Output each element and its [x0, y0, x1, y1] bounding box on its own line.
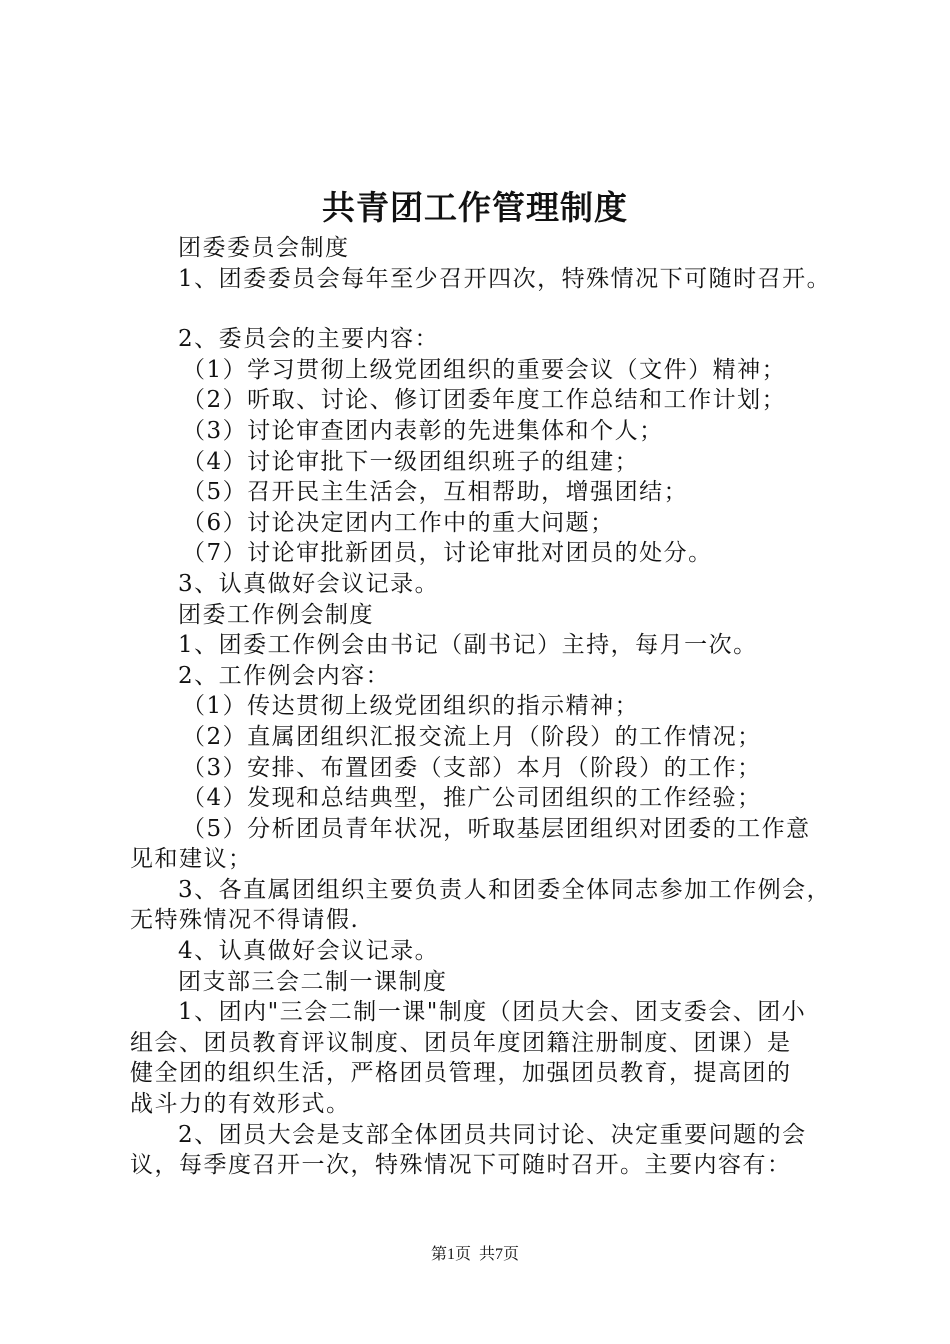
section-heading: 团委工作例会制度: [178, 601, 374, 628]
list-item: （4）发现和总结典型，推广公司团组织的工作经验；: [182, 785, 762, 812]
paragraph-line: 3、认真做好会议记录。: [178, 570, 440, 597]
paragraph-line: 1、团委委员会每年至少召开四次，特殊情况下可随时召开。: [178, 265, 832, 292]
paragraph-line: 2、团员大会是支部全体团员共同讨论、决定重要问题的会: [178, 1121, 807, 1148]
list-item: （6）讨论决定团内工作中的重大问题；: [182, 509, 615, 536]
blank-line: [130, 294, 850, 324]
list-item: （1）学习贯彻上级党团组织的重要会议（文件）精神；: [182, 356, 787, 383]
paragraph-line: 1、团内"三会二制一课"制度（团员大会、团支委会、团小: [178, 999, 807, 1026]
paragraph-line: 3、各直属团组织主要负责人和团委全体同志参加工作例会，: [178, 876, 832, 903]
list-item: （4）讨论审批下一级团组织班子的组建；: [182, 448, 640, 475]
list-item: （5）召开民主生活会，互相帮助，增强团结；: [182, 479, 689, 506]
list-item: （2）听取、讨论、修订团委年度工作总结和工作计划；: [182, 387, 787, 414]
paragraph-line: 2、委员会的主要内容：: [178, 326, 440, 353]
list-item: （1）传达贯彻上级党团组织的指示精神；: [182, 693, 640, 720]
section-heading: 团委委员会制度: [178, 235, 350, 261]
paragraph-continuation: 见和建议；: [130, 846, 253, 873]
paragraph-continuation: 议，每季度召开一次，特殊情况下可随时召开。主要内容有：: [130, 1152, 792, 1179]
paragraph-line: 2、工作例会内容：: [178, 662, 391, 689]
document-title: 共青团工作管理制度: [322, 188, 628, 227]
paragraph-continuation: 战斗力的有效形式。: [130, 1091, 351, 1118]
paragraph-line: 4、认真做好会议记录。: [178, 938, 440, 965]
paragraph-line: 1、团委工作例会由书记（副书记）主持，每月一次。: [178, 632, 758, 659]
list-item: （2）直属团组织汇报交流上月（阶段）的工作情况；: [182, 723, 762, 750]
paragraph-continuation: 健全团的组织生活，严格团员管理，加强团员教育，提高团的: [130, 1060, 792, 1087]
document-body: [130, 233, 850, 1181]
list-item: （5）分析团员青年状况，听取基层团组织对团委的工作意: [182, 815, 811, 842]
total-page-count: 共7页: [479, 1246, 520, 1263]
section-heading: 团支部三会二制一课制度: [178, 968, 448, 995]
list-item: （3）讨论审查团内表彰的先进集体和个人；: [182, 417, 664, 444]
paragraph-continuation: 组会、团员教育评议制度、团员年度团籍注册制度、团课）是: [130, 1029, 792, 1056]
list-item: （7）讨论审批新团员，讨论审批对团员的处分。: [182, 540, 713, 567]
current-page-number: 第1页: [430, 1246, 471, 1263]
list-item: （3）安排、布置团委（支部）本月（阶段）的工作；: [182, 754, 762, 781]
page-footer: [0, 1244, 950, 1266]
paragraph-continuation: 无特殊情况不得请假.: [130, 907, 360, 934]
